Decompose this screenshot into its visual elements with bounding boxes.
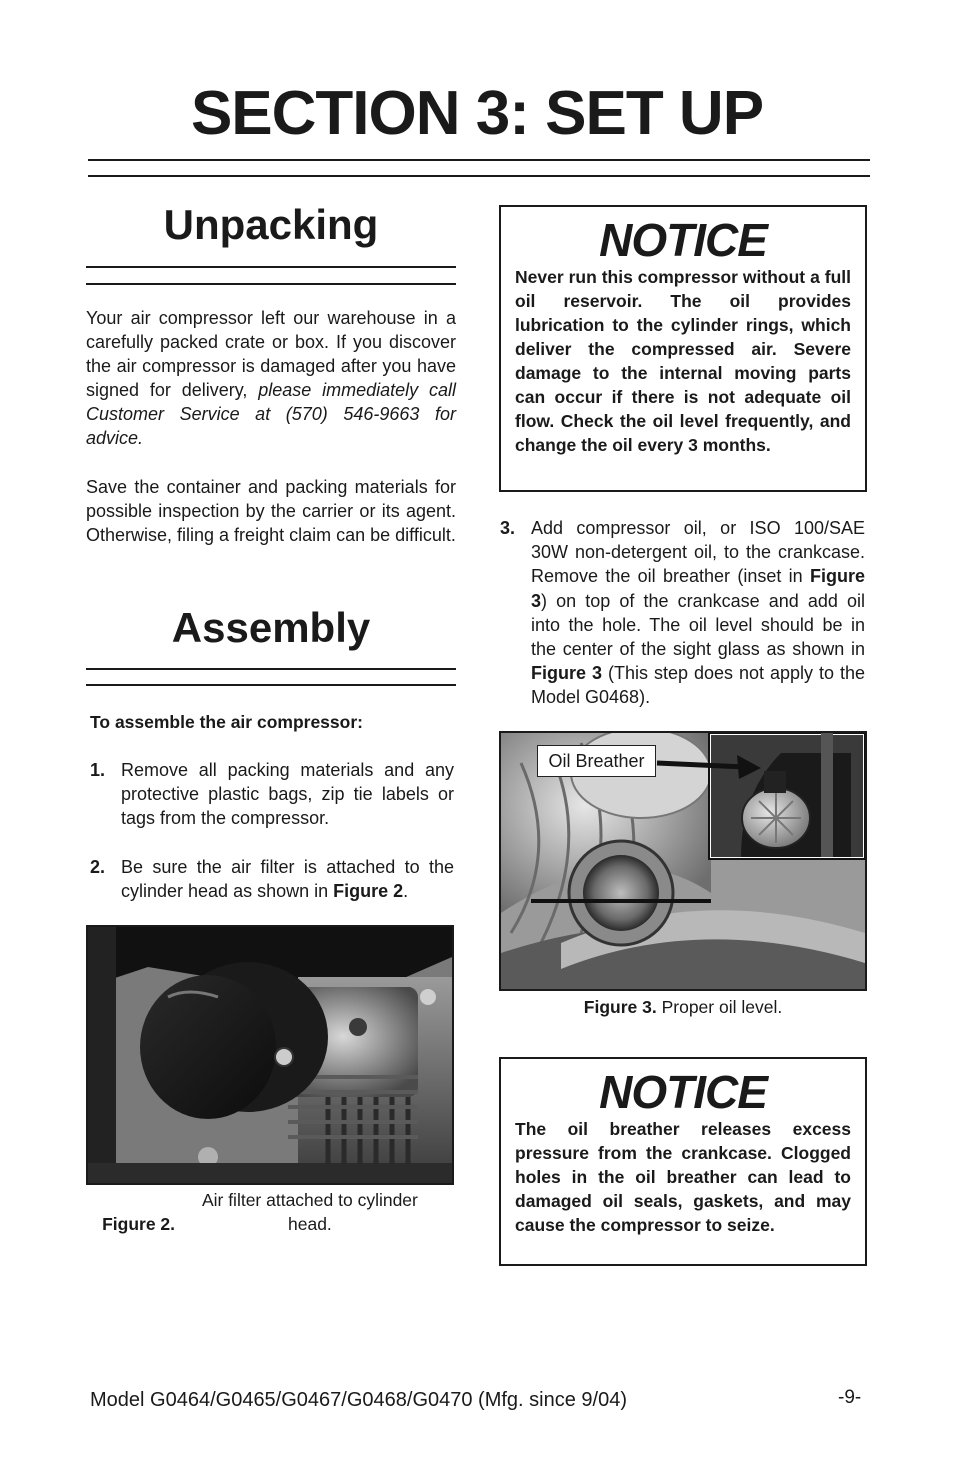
unpacking-heading: Unpacking [163, 201, 379, 248]
figure-reference: Figure 3 [531, 663, 602, 684]
notice-text: Never run this compressor without a full oil reservoir. The oil provides lubrication to the cylinder rings, which deliver the compressed air. Severe damage to the internal moving parts can occur if there is not adequate oil flow. Check the oil level frequently, and change the oil every 3 months. [515, 267, 851, 455]
step-text: Remove all packing materials and any protective plastic bags, zip tie labels or tags from the compressor. [121, 760, 454, 829]
title-rule-top [88, 159, 870, 161]
step-text-part: . [403, 881, 409, 902]
notice-box-oil-reservoir [499, 205, 867, 492]
step-number: 2. [90, 857, 106, 877]
title-rule-bottom [88, 175, 870, 177]
notice-title: NOTICE [599, 1066, 767, 1118]
figure-2-photo [86, 925, 454, 1185]
figure-3-caption-text: Proper oil level. [661, 997, 783, 1017]
step-number: 1. [90, 760, 106, 780]
figure-reference: Figure 3 [531, 566, 865, 611]
step-text-part: Add compressor oil, or ISO 100/SAE 30W non-detergent oil, to the crankcase. Remove the oil breather (inset in [531, 518, 865, 587]
assembly-rule-top [86, 668, 456, 670]
page-number: -9- [838, 1387, 862, 1408]
assembly-rule-bottom [86, 684, 456, 686]
figure-2-caption [86, 1188, 456, 1236]
step-text-part: Be sure the air filter is attached to the cylinder head as shown in [121, 857, 454, 902]
assembly-intro: To assemble the air compressor: [90, 712, 363, 732]
unpacking-paragraph-2: Save the container and packing materials for possible inspection by the carrier or its agent. Otherwise, filing a freight claim can be difficult. [86, 477, 456, 545]
notice-text: The oil breather releases excess pressure from the crankcase. Clogged holes in the oil breather can lead to damaged oil seals, gaskets, and may cause the compressor to seize. [515, 1119, 851, 1235]
unpacking-paragraph-1 [86, 306, 456, 450]
figure-3-caption [499, 995, 867, 1019]
assembly-heading: Assembly [171, 604, 371, 651]
notice-title: NOTICE [599, 214, 767, 266]
notice-box-oil-breather [499, 1057, 867, 1266]
figure-2-label: Figure 2. [102, 1214, 176, 1234]
air-filter-illustration [88, 927, 452, 1183]
unpacking-rule-bottom [86, 283, 456, 285]
figure-3-label: Figure 3. [583, 997, 657, 1017]
figure-2-caption-text: Air filter attached to cylinder head. [201, 1190, 418, 1234]
step-text [121, 855, 454, 903]
step-number: 3. [500, 518, 516, 538]
unpacking-rule-top [86, 266, 456, 268]
step-text-part: ) on top of the crankcase and add oil into the hole. The oil level should be in the center of the sight glass as shown in [531, 590, 865, 660]
page-title: SECTION 3: SET UP [190, 79, 764, 148]
unpacking-para1-plain: Your air compressor left our warehouse in a carefully packed crate or box. If you discover the air compressor is damaged after you have signed for delivery, [86, 308, 456, 400]
step-text [531, 516, 865, 710]
unpacking-para1-italic: please immediately call Customer Service at (570) 546-9663 for advice. [86, 380, 456, 448]
figure-reference: Figure 2 [333, 881, 404, 902]
footer-model: Model G0464/G0465/G0467/G0468/G0470 (Mfg. since 9/04) [90, 1389, 628, 1411]
step-text-part: (This step does not apply to the Model G0468). [531, 663, 865, 708]
oil-breather-callout: Oil Breather [537, 745, 656, 777]
